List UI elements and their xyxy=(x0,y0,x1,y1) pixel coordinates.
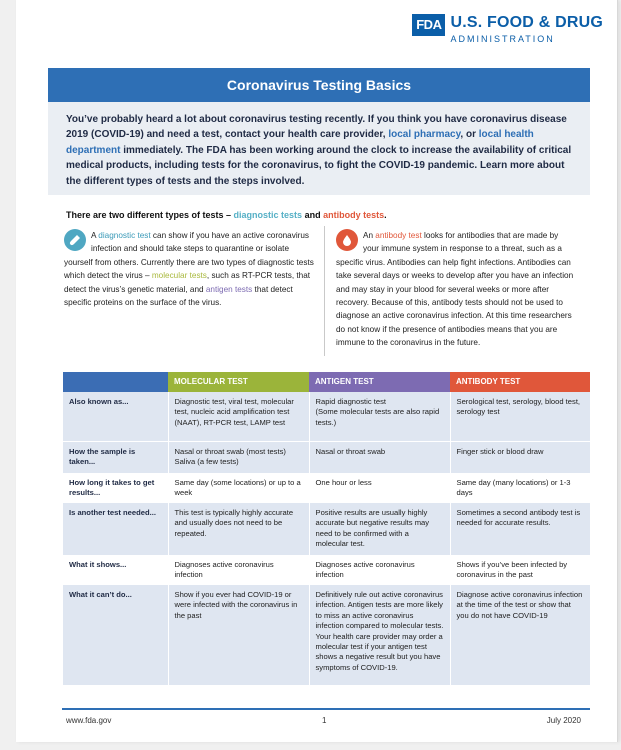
cell-antibody: Sometimes a second antibody test is needed for accurate results. xyxy=(450,503,590,555)
intro-text-2: , or xyxy=(460,129,479,141)
diagnostic-test-description xyxy=(64,229,316,309)
cell-molecular: Diagnoses active coronavirus infection xyxy=(168,555,309,585)
table-header-blank xyxy=(63,372,168,392)
diag-molecular-term: molecular tests xyxy=(151,271,207,281)
blood-drop-icon xyxy=(336,229,358,251)
table-header-molecular: MOLECULAR TEST xyxy=(168,372,309,392)
document-page xyxy=(16,0,618,742)
intro-box xyxy=(48,102,590,195)
diag-text-a: A xyxy=(91,231,99,240)
footer-rule xyxy=(62,708,590,710)
fda-org-sub: ADMINISTRATION xyxy=(450,34,555,44)
table-header-antibody: ANTIBODY TEST xyxy=(450,372,590,392)
fda-org-name: U.S. FOOD & DRUG xyxy=(450,14,603,31)
cell-antigen: Definitively rule out active coronavirus infection. Antigen tests are more likely to miss an active coronavirus infection compared to molecular tests. Your health care provider may order a molecular test if your antigen test shows a negative result but you have symptoms of COVID-19. xyxy=(309,585,450,685)
cell-molecular xyxy=(168,441,309,473)
cell-antibody: Finger stick or blood draw xyxy=(450,441,590,473)
anti-text-an: An xyxy=(363,231,376,240)
column-divider xyxy=(324,226,325,356)
cell-antibody: Same day (many locations) or 1-3 days xyxy=(450,473,590,503)
row-label: What it can’t do... xyxy=(63,585,168,685)
anti-term: antibody test xyxy=(375,231,422,240)
cell-antigen xyxy=(309,392,450,441)
types-heading-antibody: antibody tests xyxy=(323,210,385,220)
test-comparison-table xyxy=(63,372,590,685)
page-title: Coronavirus Testing Basics xyxy=(48,68,590,102)
anti-text-1: looks for antibodies that are made by your immune system in response to a threat, such as a specific virus. Antibodies can help fight infections. Antibodies can take several days or weeks to develop after you have an infection and may stay in your blood for several weeks or more after recovery. Because of this, antibody tests should not be used to diagnose an active coronavirus infection. At this time researchers do not know if the presence of antibodies means that you are immune to the coronavirus in the future. xyxy=(336,231,574,348)
cell-antigen: Diagnoses active coronavirus infection xyxy=(309,555,450,585)
antibody-test-description xyxy=(336,229,574,350)
table-row xyxy=(63,585,590,685)
table-row xyxy=(63,503,590,555)
test-tube-icon xyxy=(64,229,86,251)
table-row xyxy=(63,392,590,441)
cell-antibody: Serological test, serology, blood test, serology test xyxy=(450,392,590,441)
cell-molecular: Diagnostic test, viral test, molecular test, nucleic acid amplification test (NAAT), RT-PCR test, LAMP test xyxy=(168,392,309,441)
table-header-antigen: ANTIGEN TEST xyxy=(309,372,450,392)
row-label: Is another test needed... xyxy=(63,503,168,555)
types-heading xyxy=(66,210,387,220)
cell-antigen: One hour or less xyxy=(309,473,450,503)
intro-text-1: You’ve probably heard a lot about coronavirus testing recently. If you think you have coronavirus disease 2019 (COVID-19) and need a test, contact your health care provider, xyxy=(66,114,567,141)
diag-antigen-term: antigen tests xyxy=(205,284,253,294)
cell-molecular: Show if you ever had COVID-19 or were infected with the coronavirus in the past xyxy=(168,585,309,685)
table-row xyxy=(63,555,590,585)
footer-site: www.fda.gov xyxy=(66,716,112,725)
diag-text-3: that detect specific proteins on the surface of the virus. xyxy=(64,284,293,308)
fda-logo-mark: FDA xyxy=(412,14,445,36)
cell-antibody: Shows if you’ve been infected by coronavirus in the past xyxy=(450,555,590,585)
row-label: Also known as... xyxy=(63,392,168,441)
cell-antibody: Diagnose active coronavirus infection at the time of the test or show that you do not have COVID-19 xyxy=(450,585,590,685)
table-row xyxy=(63,441,590,473)
fda-logo xyxy=(412,14,603,44)
types-heading-prefix: There are two different types of tests – xyxy=(66,210,234,220)
cell-antigen: Positive results are usually highly accurate but negative results may need to be confirmed with a molecular test. xyxy=(309,503,450,555)
cell-antigen: Nasal or throat swab xyxy=(309,441,450,473)
cell-molecular: Same day (some locations) or up to a week xyxy=(168,473,309,503)
table-header-row xyxy=(63,372,590,392)
diag-term: diagnostic test xyxy=(98,231,151,240)
row-label: How the sample is taken... xyxy=(63,441,168,473)
cell-antigen-text: Rapid diagnostic test (Some molecular tests are also rapid tests.) xyxy=(315,397,440,427)
row-label: What it shows... xyxy=(63,555,168,585)
row-label: How long it takes to get results... xyxy=(63,473,168,503)
footer-page-number: 1 xyxy=(322,716,327,725)
cell-molecular-text: Nasal or throat swab (most tests) Saliva (a few tests) xyxy=(174,446,286,466)
types-heading-diagnostic: diagnostic tests xyxy=(233,210,303,220)
local-health-department-link[interactable]: local health department xyxy=(66,129,534,156)
types-heading-and: and xyxy=(302,210,324,220)
cell-molecular: This test is typically highly accurate and usually does not need to be repeated. xyxy=(168,503,309,555)
footer-date: July 2020 xyxy=(546,716,581,725)
intro-text-3: immediately. The FDA has been working around the clock to increase the availability of critical medical products, including tests for the coronavirus, to fight the COVID-19 pandemic. Learn more about the different types of tests and the steps involved. xyxy=(66,144,572,187)
table-row xyxy=(63,473,590,503)
diag-text-2: , such as RT-PCR tests, that detect the virus’s genetic material, and xyxy=(64,271,311,294)
diag-text-1: can show if you have an active coronavirus infection and should take steps to quarantine or isolate yourself from others. Currently there are two types of diagnostic tests which detect the virus – xyxy=(64,231,314,281)
local-pharmacy-link[interactable]: local pharmacy xyxy=(388,129,461,141)
types-heading-end: . xyxy=(384,210,387,220)
